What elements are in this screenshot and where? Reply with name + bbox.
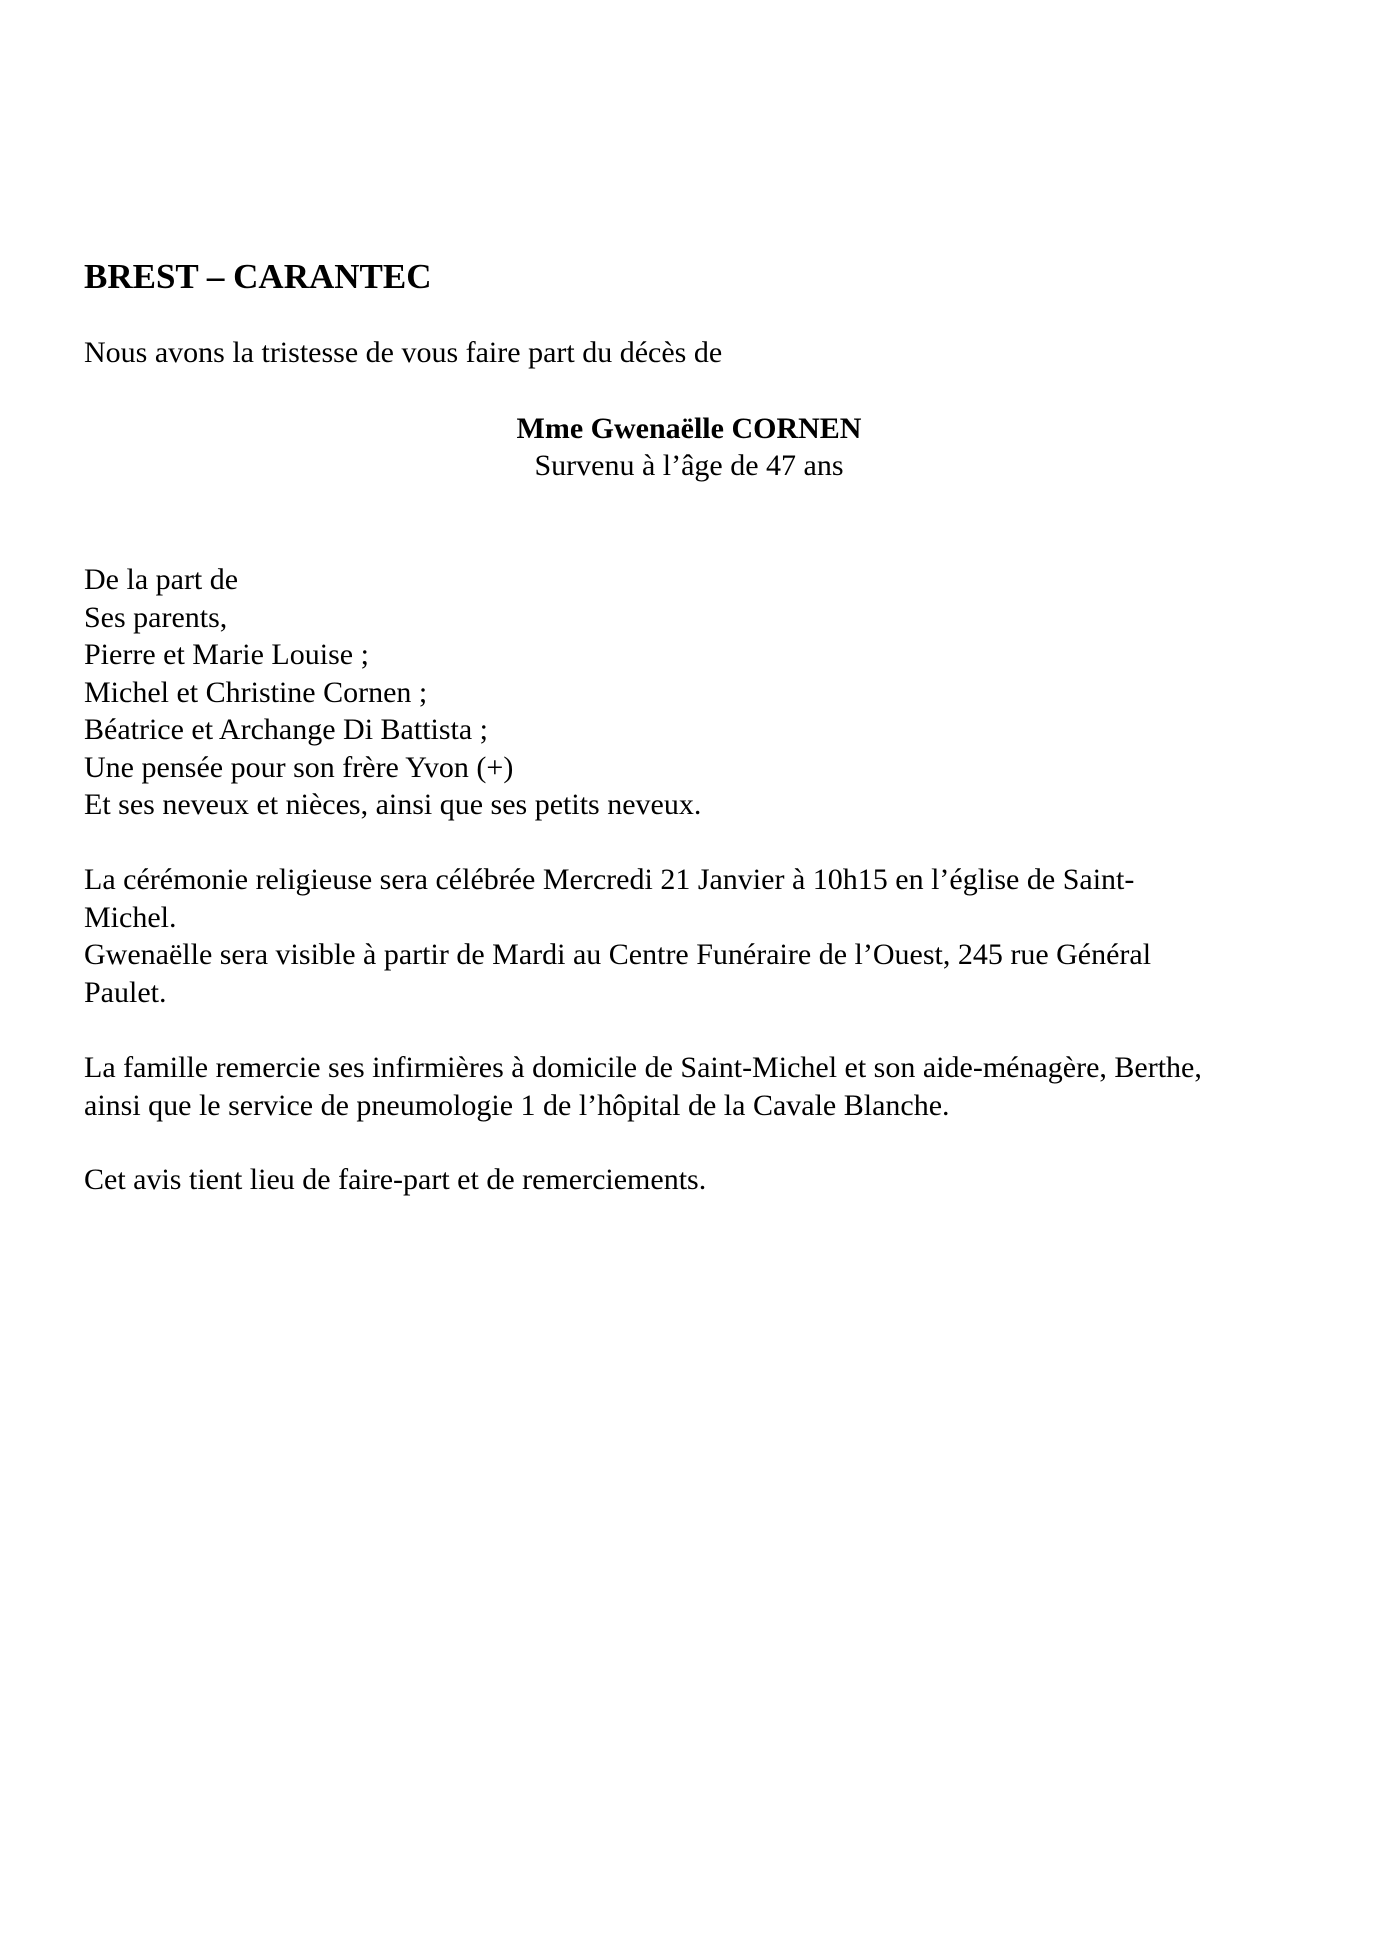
thanks-line: La famille remercie ses infirmières à domicile de Saint-Michel et son aide-ménagère, Berthe, [84,1051,1202,1084]
age-line: Survenu à l’âge de 47 ans [534,449,844,482]
family-line: De la part de [84,563,239,596]
family-line: Et ses neveux et nièces, ainsi que ses petits neveux. [84,788,702,821]
family-line: Ses parents, [84,600,228,634]
thanks-paragraph [84,1049,1304,1124]
ceremony-line: Paulet. [84,975,167,1009]
family-line: Béatrice et Archange Di Battista ; [84,713,489,746]
family-paragraph [84,561,1304,824]
thanks-line: ainsi que le service de pneumologie 1 de l’hôpital de la Cavale Blanche. [84,1088,950,1122]
ceremony-line: Gwenaëlle sera visible à partir de Mardi au Centre Funéraire de l’Ouest, 245 rue Général [84,938,1152,971]
deceased-name: Mme Gwenaëlle CORNEN [516,412,862,445]
document-heading: BREST – CARANTEC [84,257,432,296]
closing-text: Cet avis tient lieu de faire-part et de remerciements. [84,1163,707,1196]
ceremony-line: La cérémonie religieuse sera célébrée Mercredi 21 Janvier à 10h15 en l’église de Saint- [84,863,1135,896]
ceremony-line: Michel. [84,900,177,934]
ceremony-paragraph [84,861,1304,1011]
family-line: Michel et Christine Cornen ; [84,675,428,709]
intro-text: Nous avons la tristesse de vous faire part du décès de [84,336,723,369]
family-line: Pierre et Marie Louise ; [84,638,369,671]
family-line: Une pensée pour son frère Yvon (+) [84,750,514,784]
